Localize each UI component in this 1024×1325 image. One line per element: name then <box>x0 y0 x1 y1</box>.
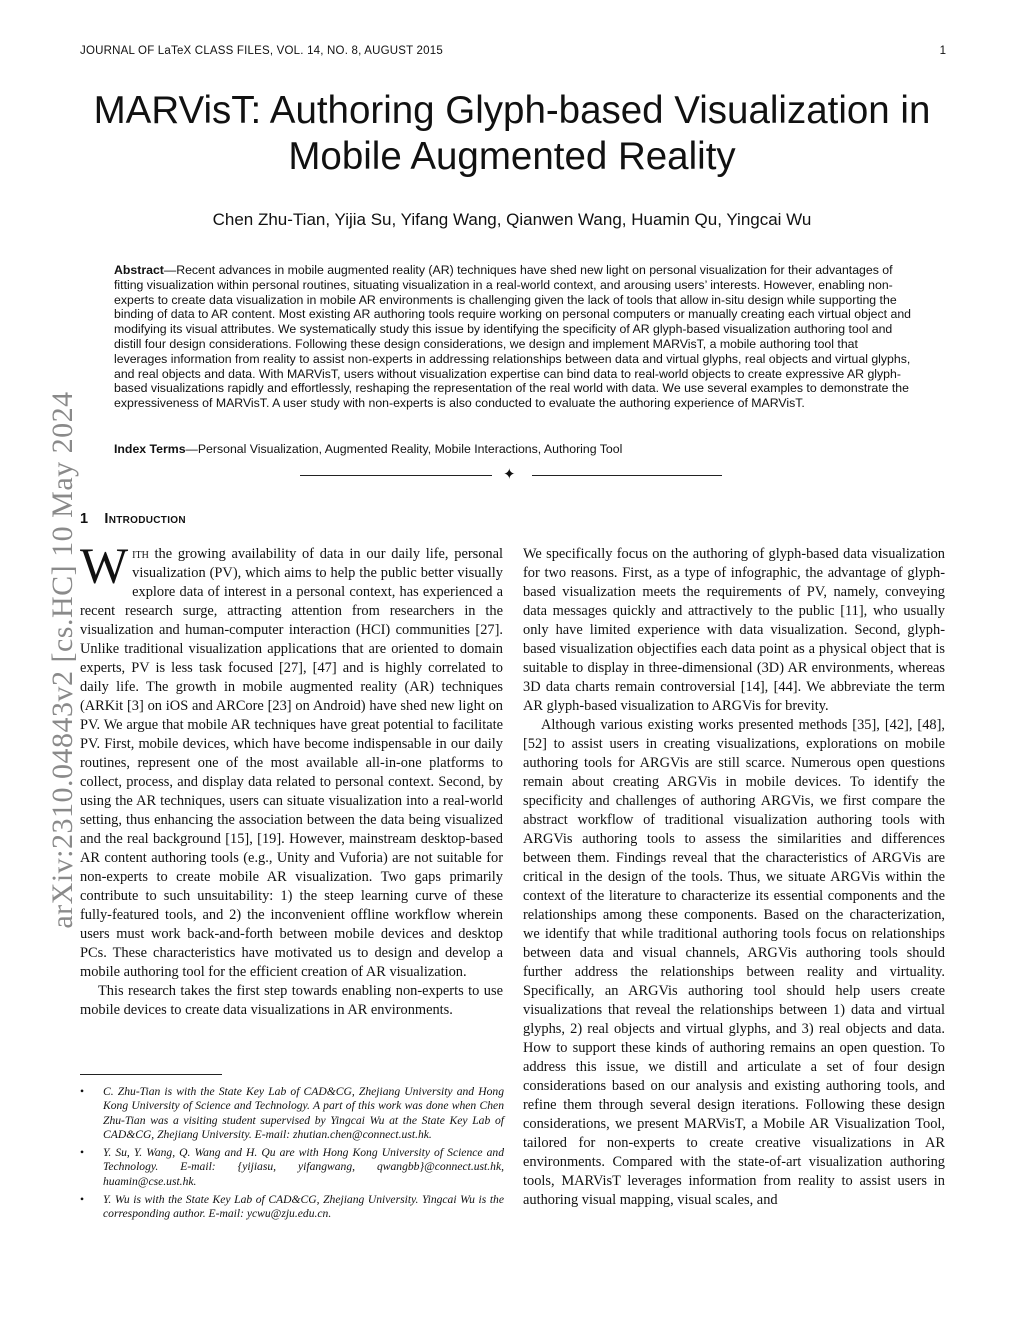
first-word-rest: ith <box>132 546 149 562</box>
section-heading <box>80 511 186 527</box>
separator-right-rule <box>532 475 722 476</box>
body-paragraph: We specifically focus on the authoring of glyph-based data visualization for two reasons. First, as a type of infographic, the advantage of glyph-based visualization meets the requirements of PV, namely, conveying data messages quickly and attractively to the public [11], who usually only have limited experience with data visualization. Second, glyph-based visualization objectifies each data point as a physical object that is suitable to display in three-dimensional (3D) AR environments, whereas 3D data charts remain controversial [14], [44]. We abbreviate the term AR glyph-based visualization to ARGVis for brevity. <box>523 546 945 714</box>
footnote-item <box>80 1146 504 1189</box>
separator-diamond-icon: ✦ <box>503 467 516 483</box>
bullet-icon: • <box>80 1193 85 1207</box>
arxiv-identifier: arXiv:2310.04843v2 [cs.HC] 10 May 2024 <box>46 391 79 929</box>
footnote-rule <box>80 1074 222 1075</box>
separator-left-rule <box>300 475 492 476</box>
page-number: 1 <box>939 45 946 57</box>
paragraph-text: the growing availability of data in our daily life, personal visualization (PV), which aims to help the public better visually explore data of interest in a personal context, has experienced a recent research surge, attracting attention from researchers in the visualization and human-computer interaction (HCI) communities [27]. Unlike traditional visualization applications that are oriented to domain experts, PV is less task focused [27], [47] and is highly correlated to daily life. The growth in mobile augmented reality (AR) techniques (ARKit [3] on iOS and ARCore [23] on Android) have shed new light on PV. We argue that mobile AR techniques have great potential to facilitate PV. First, mobile devices, which have become indispensable in our daily routines, represent one of the most available all-in-one platforms to collect, process, and display data related to personal context. Second, by using the AR techniques, users can situate visualization into a real-world setting, thus enhancing the association between the data being visualized and the real background [15], [19]. However, mainstream desktop-based AR content authoring tools (e.g., Unity and Vuforia) are not suitable for non-experts to create mobile AR visualization. Two gaps primarily contribute to such unsuitability: 1) the steep learning curve of these fully-featured tools, and 2) the inconvenient offline workflow wherein users must work back-and-forth between mobile devices and desktop PCs. These characteristics have motivated us to design and develop a mobile authoring tool for the efficient creation of AR visualization. <box>80 546 503 980</box>
bullet-icon: • <box>80 1085 85 1098</box>
abstract-text: —Recent advances in mobile augmented reality (AR) techniques have shed new light on personal visualization for their advantages of fitting visualization within personal routines, situating visualization in a real-world context, and arousing users’ interests. However, enabling non-experts to create data visualization in mobile AR environments is challenging given the lack of tools that allow in-situ design while supporting the binding of data to AR content. Most existing AR authoring tools require working on personal computers or manually creating each virtual object and modifying its visual attributes. We systematically study this issue by identifying the specificity of AR glyph-based visualization authoring tool and distill four design considerations. Following these design considerations, we design and implement MARVisT, a mobile authoring tool that leverages information from reality to assist non-experts in addressing relationships between data and virtual glyphs, real objects and virtual glyphs, and real objects and data. With MARVisT, users without visualization expertise can bind data to real-world objects to create expressive AR glyph-based visualizations rapidly and effortlessly, reshaping the representation of the real world with data. We use several examples to demonstrate the expressiveness of MARVisT. A user study with non-experts is also conducted to evaluate the authoring experience of MARVisT. <box>114 263 912 411</box>
section-title: Introduction <box>104 511 186 527</box>
bullet-icon: • <box>80 1146 85 1160</box>
drop-cap: W <box>80 539 129 595</box>
footnotes <box>80 1085 504 1226</box>
paper-title: MARVisT: Authoring Glyph-based Visualization in Mobile Augmented Reality <box>93 89 931 178</box>
section-number: 1 <box>80 511 89 527</box>
footnote-item <box>80 1193 504 1222</box>
body-paragraph: Although various existing works presented methods [35], [42], [48], [52] to assist users in creating visualizations, explorations on mobile authoring tools for ARGVis are still scarce. Numerous open questions remain about creating ARGVis in mobile devices. To identify the specificity and challenges of authoring ARGVis, we first compare the abstract workflow of traditional visualization authoring tools with ARGVis authoring tools to assess the similarities and differences between them. Findings reveal that the characteristics of ARGVis are critical in the design of the tools. Thus, we situate ARGVis within the context of the literature to characterize its essential components and the relationships among these components. Based on the characterization, we identify that while traditional authoring tools focus on relationships between data and visual channels, ARGVis authoring tools should further address the relationships between reality and virtuality. Specifically, an ARGVis authoring tool should help users create visualizations that reveal the relationships between 1) data and virtual glyphs, 2) real objects and virtual glyphs, and 3) real objects and data. How to support these kinds of authoring remains an open question. To address this issue, we distill and articulate a set of four design considerations based on our analysis and existing authoring tools, and refine them through several design iterations. Following these design considerations, we present MARVisT, a Mobile AR Visualization Tool, tailored for non-experts to create creative visualizations in AR environments. Compared with the state-of-art visualization authoring tools, MARVisT leverages information from reality to assist users in authoring visual mapping, visual scales, and <box>523 717 945 1208</box>
footnote-text: Y. Wu is with the State Key Lab of CAD&CG, Zhejiang University. Yingcai Wu is the corresponding author. E-mail: ycwu@zju.edu.cn. <box>103 1193 504 1221</box>
footnote-item <box>80 1085 504 1142</box>
index-terms-label: Index Terms <box>114 442 186 456</box>
left-column <box>80 539 503 1020</box>
body-paragraph: This research takes the first step towards enabling non-experts to use mobile devices to create data visualizations in AR environments. <box>80 983 503 1018</box>
author-list: Chen Zhu-Tian, Yijia Su, Yifang Wang, Qianwen Wang, Huamin Qu, Yingcai Wu <box>212 210 812 229</box>
running-head: JOURNAL OF LaTeX CLASS FILES, VOL. 14, NO. 8, AUGUST 2015 <box>80 45 443 57</box>
right-column <box>523 545 945 1210</box>
abstract <box>114 263 912 411</box>
footnote-text: Y. Su, Y. Wang, Q. Wang and H. Qu are with Hong Kong University of Science and Technology. E-mail: {yijiasu, yifangwang, qwangbb}@connect.ust.hk, huamin@cse.ust.hk. <box>103 1146 504 1188</box>
abstract-label: Abstract <box>114 263 164 277</box>
body-paragraph <box>80 539 503 982</box>
index-terms <box>114 442 912 456</box>
index-terms-text: —Personal Visualization, Augmented Reality, Mobile Interactions, Authoring Tool <box>185 442 623 456</box>
footnote-text: C. Zhu-Tian is with the State Key Lab of CAD&CG, Zhejiang University and Hong Kong University of Science and Technology. A part of this work was done when Chen Zhu-Tian was a visiting student supervised by Yingcai Wu at the State Key Lab of CAD&CG, Zhejiang University. E-mail: zhutian.chen@connect.ust.hk. <box>103 1085 504 1141</box>
